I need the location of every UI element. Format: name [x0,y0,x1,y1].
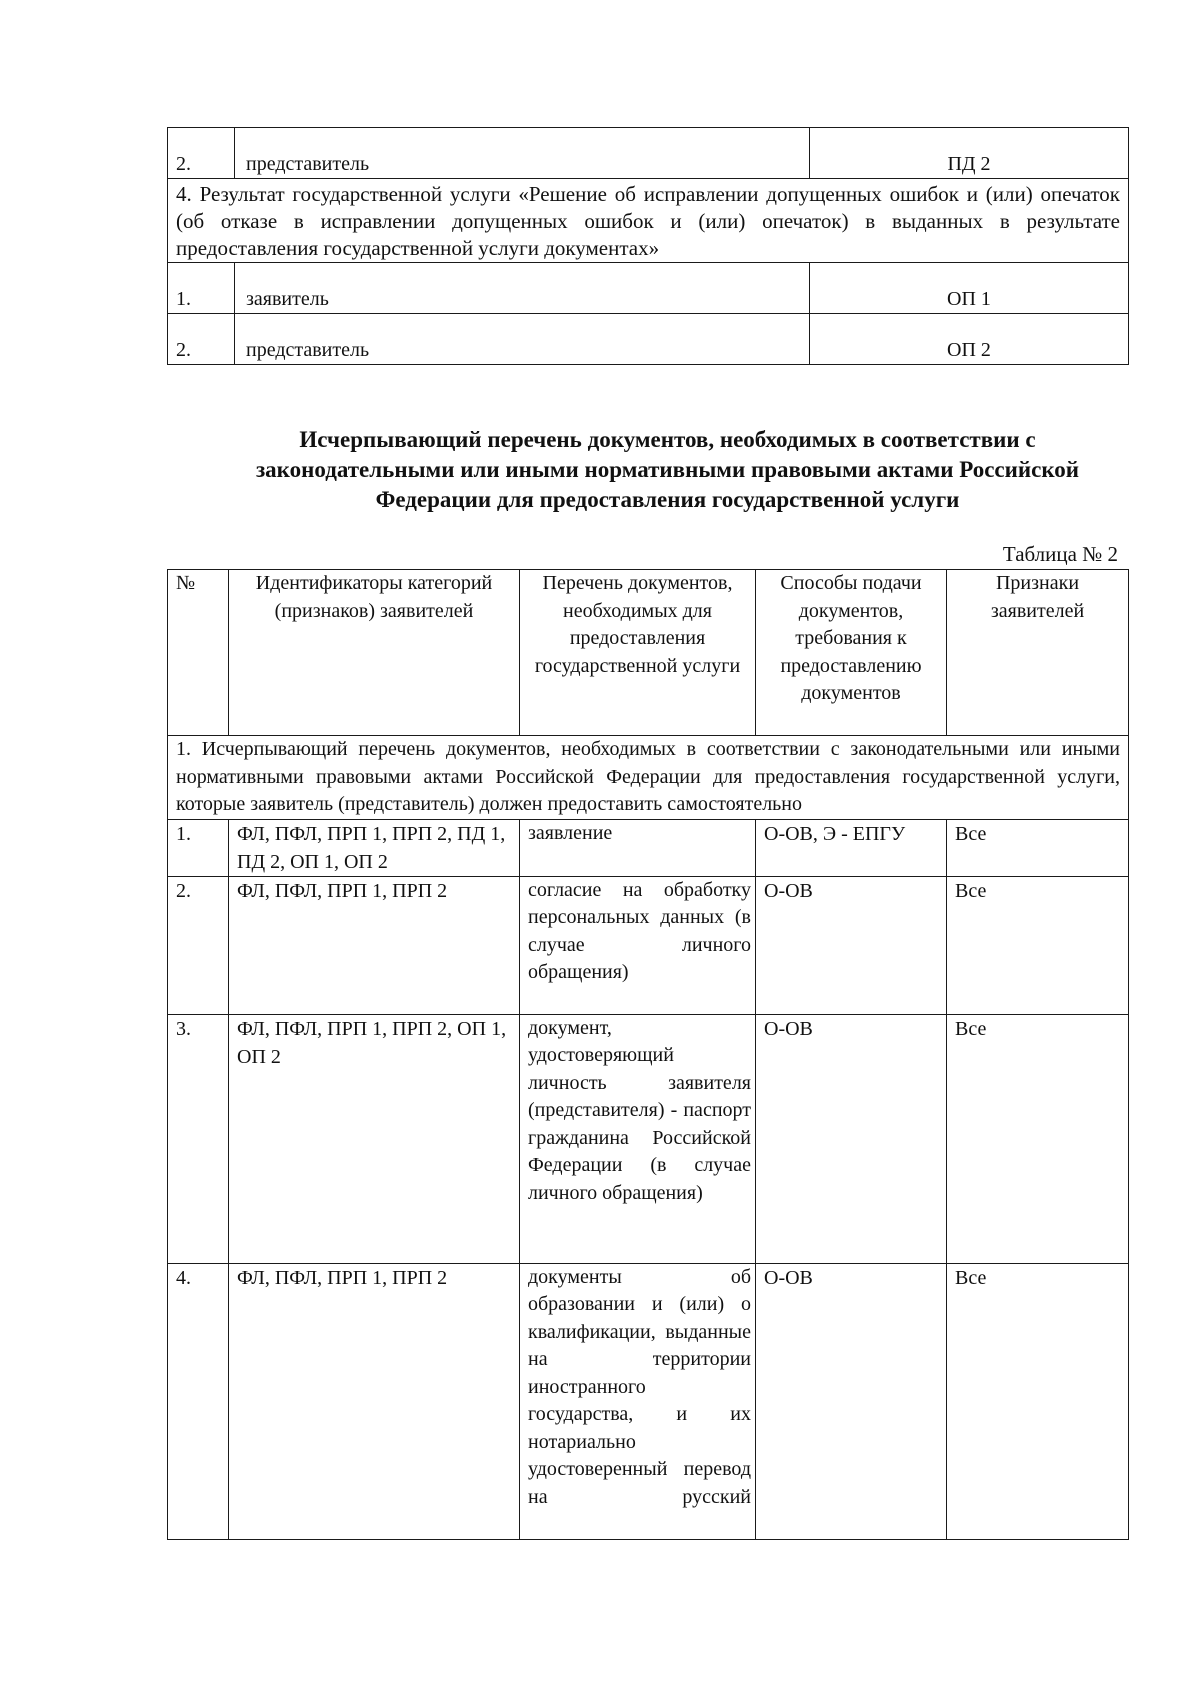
result-section-row [168,179,1129,263]
identifiers-cell: ФЛ, ПФЛ, ПРП 1, ПРП 2 [229,876,520,1014]
documents-table [167,569,1129,1540]
table-row [168,128,1129,179]
row-number: 1. [168,819,229,876]
table-row [168,819,1129,876]
document-cell: документы об образовании и (или) о квалификации, выданные на территории иностранного государства, и их нотариально удостоверенный перевод на русский [520,1263,756,1539]
identifiers-cell: ФЛ, ПФЛ, ПРП 1, ПРП 2, ПД 1, ПД 2, ОП 1, ОП 2 [229,819,520,876]
document-cell: согласие на обработку персональных данных (в случае личного обращения) [520,876,756,1014]
table-row [168,263,1129,314]
section-row [168,736,1129,820]
signs-cell: Все [947,819,1129,876]
signs-cell: Все [947,1014,1129,1263]
services-results-table [167,127,1129,365]
table-row [168,314,1129,365]
header-number: № [168,570,229,736]
row-number: 2. [168,314,235,365]
section-title: 1. Исчерпывающий перечень документов, необходимых в соответствии с законодательными или иными нормативными правовыми актами Российской Федерации для предоставления государственной услуги, которые заявитель (представитель) должен предоставить самостоятельно [168,736,1129,820]
header-signs: Признаки заявителей [947,570,1129,736]
header-methods: Способы подачи документов, требования к предоставлению документов [756,570,947,736]
table-row [168,1263,1129,1539]
row-number: 2. [168,128,235,179]
applicant-role: представитель [235,128,810,179]
method-cell: О-ОВ [756,1263,947,1539]
section-heading: Исчерпывающий перечень документов, необходимых в соответствии с законодательными или иными нормативными правовыми актами Российской Федерации для предоставления государственной услуги [255,427,1080,512]
category-code: ОП 1 [810,263,1129,314]
document-cell: документ, удостоверяющий личность заявителя (представителя) - паспорт гражданина Российской Федерации (в случае личного обращения) [520,1014,756,1263]
method-cell: О-ОВ [756,1014,947,1263]
table-row [168,876,1129,1014]
method-cell: О-ОВ, Э - ЕПГУ [756,819,947,876]
table-caption: Таблица № 2 [1002,542,1118,566]
document-cell: заявление [520,819,756,876]
table-header-row [168,570,1129,736]
method-cell: О-ОВ [756,876,947,1014]
identifiers-cell: ФЛ, ПФЛ, ПРП 1, ПРП 2 [229,1263,520,1539]
applicant-role: заявитель [235,263,810,314]
table-row [168,1014,1129,1263]
signs-cell: Все [947,876,1129,1014]
result-section-title: 4. Результат государственной услуги «Решение об исправлении допущенных ошибок и (или) опечаток (об отказе в исправлении допущенных ошибок и (или) опечаток) в выданных в результате предоставления государственной услуги документах» [168,179,1129,263]
signs-cell: Все [947,1263,1129,1539]
row-number: 3. [168,1014,229,1263]
header-identifiers: Идентификаторы категорий (признаков) заявителей [229,570,520,736]
category-code: ПД 2 [810,128,1129,179]
row-number: 2. [168,876,229,1014]
row-number: 1. [168,263,235,314]
header-documents: Перечень документов, необходимых для предоставления государственной услуги [520,570,756,736]
category-code: ОП 2 [810,314,1129,365]
identifiers-cell: ФЛ, ПФЛ, ПРП 1, ПРП 2, ОП 1, ОП 2 [229,1014,520,1263]
row-number: 4. [168,1263,229,1539]
applicant-role: представитель [235,314,810,365]
